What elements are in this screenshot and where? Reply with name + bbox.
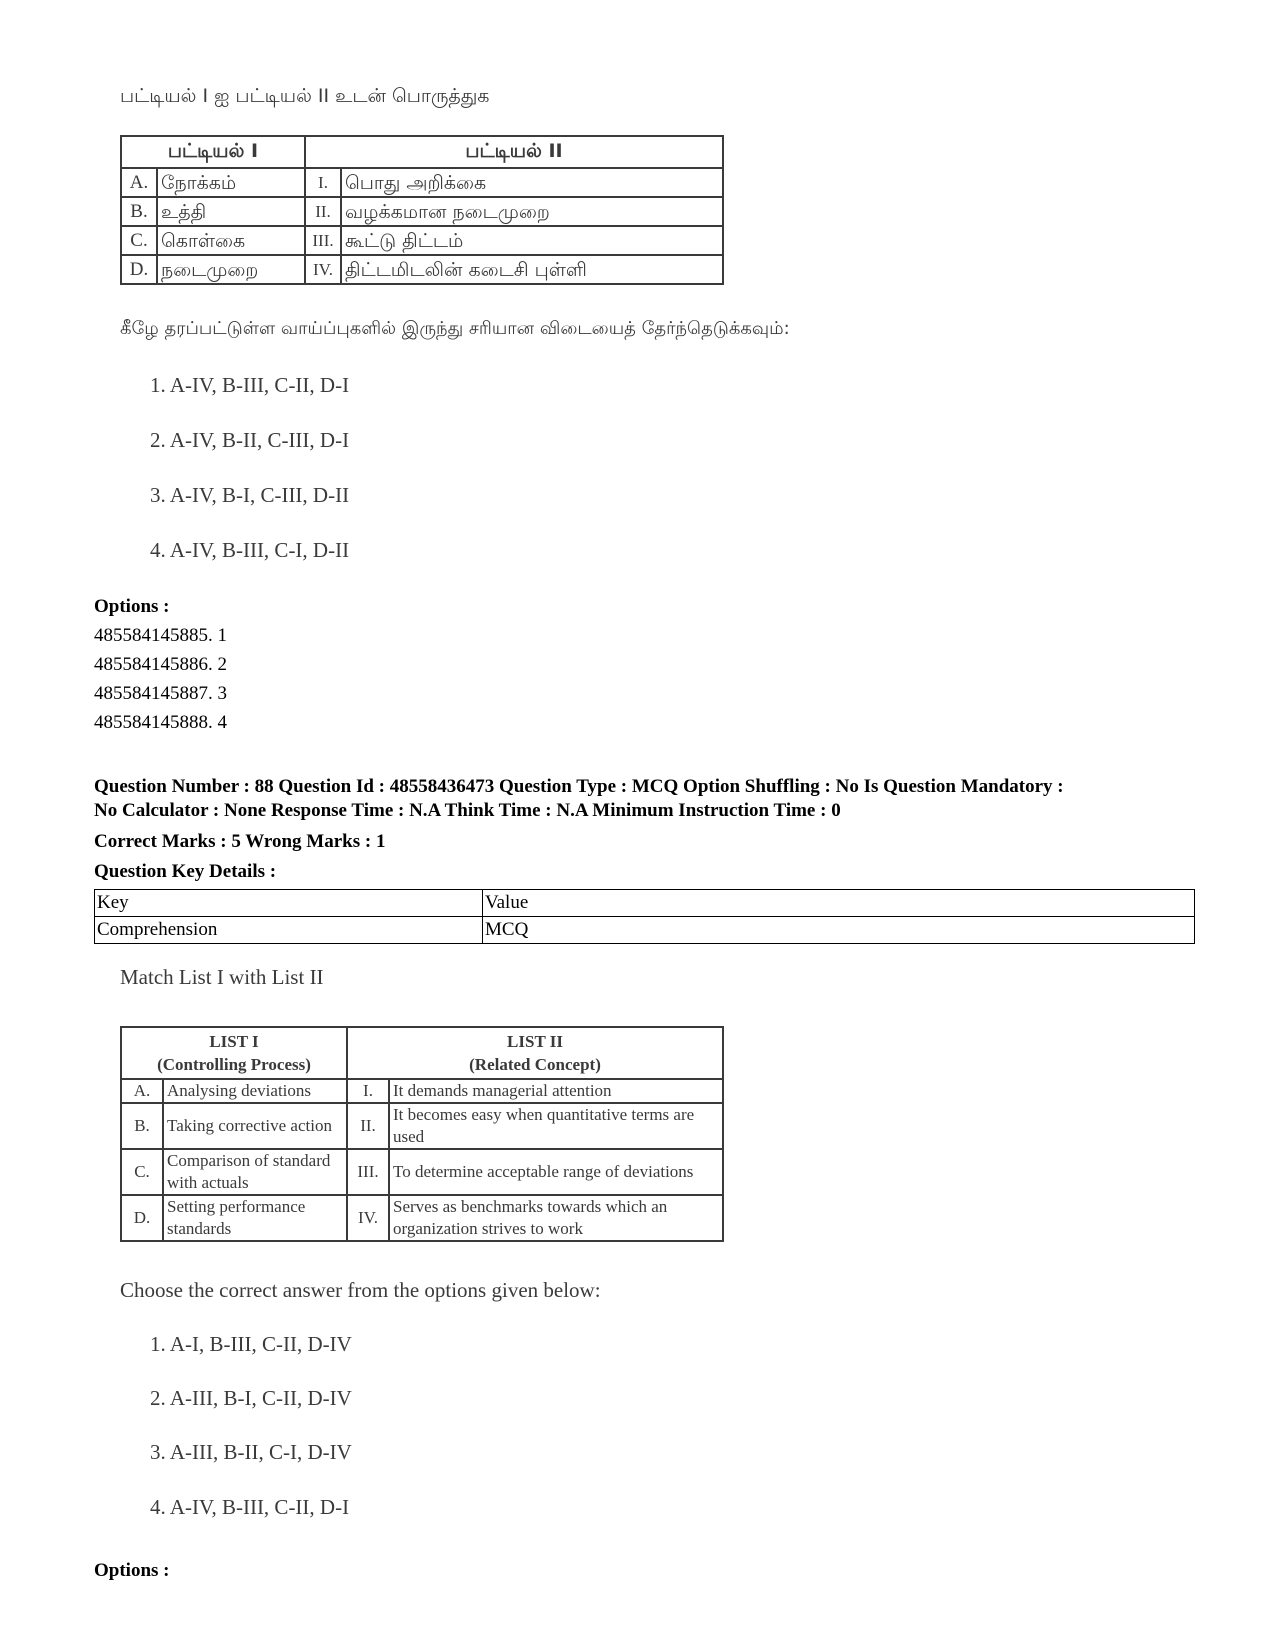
- q87-choice-3: 3. A-IV, B-I, C-III, D-II: [150, 483, 350, 507]
- q88-match-table: [120, 1026, 724, 1242]
- q88-list2-header: [347, 1027, 723, 1079]
- q87-list1-header: பட்டியல் I: [121, 136, 305, 168]
- list1-subtitle: (Controlling Process): [157, 1055, 311, 1074]
- row-letter: A.: [121, 1079, 163, 1103]
- row-letter: A.: [121, 168, 157, 197]
- q87-choice-2: 2. A-IV, B-II, C-III, D-I: [150, 428, 350, 452]
- row-letter: C.: [121, 226, 157, 255]
- table-row: [121, 226, 723, 255]
- row-numeral: II.: [305, 197, 341, 226]
- option-item: 485584145887. 3: [94, 683, 227, 704]
- question-meta: [94, 775, 1204, 823]
- list1-item: Taking corrective action: [163, 1103, 347, 1149]
- table-row: [121, 1149, 723, 1195]
- marks-line: Correct Marks : 5 Wrong Marks : 1: [94, 831, 386, 852]
- row-numeral: II.: [347, 1103, 389, 1149]
- list2-item: திட்டமிடலின் கடைசி புள்ளி: [341, 255, 723, 284]
- options-heading: Options :: [94, 596, 170, 617]
- list2-item: It demands managerial attention: [389, 1079, 723, 1103]
- list1-item: நோக்கம்: [157, 168, 305, 197]
- q88-instruction: Choose the correct answer from the options given below:: [120, 1278, 601, 1302]
- q88-title: Match List I with List II: [120, 965, 324, 989]
- list2-item: To determine acceptable range of deviations: [389, 1149, 723, 1195]
- q88-choice-1: 1. A-I, B-III, C-II, D-IV: [150, 1332, 352, 1356]
- table-row: [121, 168, 723, 197]
- table-row: [121, 1079, 723, 1103]
- table-row: [95, 917, 1195, 944]
- row-letter: D.: [121, 255, 157, 284]
- row-numeral: I.: [305, 168, 341, 197]
- option-item: 485584145886. 2: [94, 654, 227, 675]
- value-header: Value: [483, 890, 1195, 917]
- question-meta-line-1: Question Number : 88 Question Id : 48558436473 Question Type : MCQ Option Shuffling : No Is Question Mandatory :: [94, 776, 1064, 797]
- row-numeral: III.: [347, 1149, 389, 1195]
- q87-choice-4: 4. A-IV, B-III, C-I, D-II: [150, 538, 350, 562]
- row-letter: B.: [121, 1103, 163, 1149]
- q88-choice-2: 2. A-III, B-I, C-II, D-IV: [150, 1386, 352, 1410]
- table-row: [121, 255, 723, 284]
- options-heading-q88: Options :: [94, 1560, 170, 1581]
- list1-item: Comparison of standard with actuals: [163, 1149, 347, 1195]
- row-numeral: IV.: [347, 1195, 389, 1241]
- option-item: 485584145885. 1: [94, 625, 227, 646]
- q88-choice-4: 4. A-IV, B-III, C-II, D-I: [150, 1495, 350, 1519]
- row-numeral: III.: [305, 226, 341, 255]
- list1-item: கொள்கை: [157, 226, 305, 255]
- row-numeral: IV.: [305, 255, 341, 284]
- table-row: [121, 1195, 723, 1241]
- question-meta-line-2: No Calculator : None Response Time : N.A Think Time : N.A Minimum Instruction Time : 0: [94, 800, 841, 821]
- value-cell: MCQ: [483, 917, 1195, 944]
- list2-item: Serves as benchmarks towards which an organization strives to work: [389, 1195, 723, 1241]
- option-item: 485584145888. 4: [94, 712, 227, 733]
- row-numeral: I.: [347, 1079, 389, 1103]
- q87-instruction: கீழே தரப்பட்டுள்ள வாய்ப்புகளில் இருந்து சரியான விடையைத் தேர்ந்தெடுக்கவும்:: [120, 318, 790, 339]
- q87-match-table: [120, 135, 724, 285]
- key-header: Key: [95, 890, 483, 917]
- table-row: [121, 197, 723, 226]
- list1-item: Analysing deviations: [163, 1079, 347, 1103]
- q87-title: பட்டியல் I ஐ பட்டியல் II உடன் பொருத்துக: [120, 85, 490, 107]
- list2-item: வழக்கமான நடைமுறை: [341, 197, 723, 226]
- list2-title: LIST II: [507, 1032, 563, 1051]
- list2-item: It becomes easy when quantitative terms are used: [389, 1103, 723, 1149]
- q87-choice-1: 1. A-IV, B-III, C-II, D-I: [150, 373, 350, 397]
- table-header-row: [95, 890, 1195, 917]
- table-row: [121, 1103, 723, 1149]
- q88-choice-3: 3. A-III, B-II, C-I, D-IV: [150, 1440, 352, 1464]
- list1-item: உத்தி: [157, 197, 305, 226]
- row-letter: C.: [121, 1149, 163, 1195]
- list2-subtitle: (Related Concept): [469, 1055, 601, 1074]
- list2-item: கூட்டு திட்டம்: [341, 226, 723, 255]
- list1-title: LIST I: [209, 1032, 259, 1051]
- row-letter: D.: [121, 1195, 163, 1241]
- row-letter: B.: [121, 197, 157, 226]
- options-list-q87: [94, 592, 227, 737]
- list2-item: பொது அறிக்கை: [341, 168, 723, 197]
- list1-item: நடைமுறை: [157, 255, 305, 284]
- q87-list2-header: பட்டியல் II: [305, 136, 723, 168]
- q88-list1-header: [121, 1027, 347, 1079]
- list1-item: Setting performance standards: [163, 1195, 347, 1241]
- key-details-table: [94, 889, 1195, 944]
- key-details-heading: Question Key Details :: [94, 861, 277, 882]
- key-cell: Comprehension: [95, 917, 483, 944]
